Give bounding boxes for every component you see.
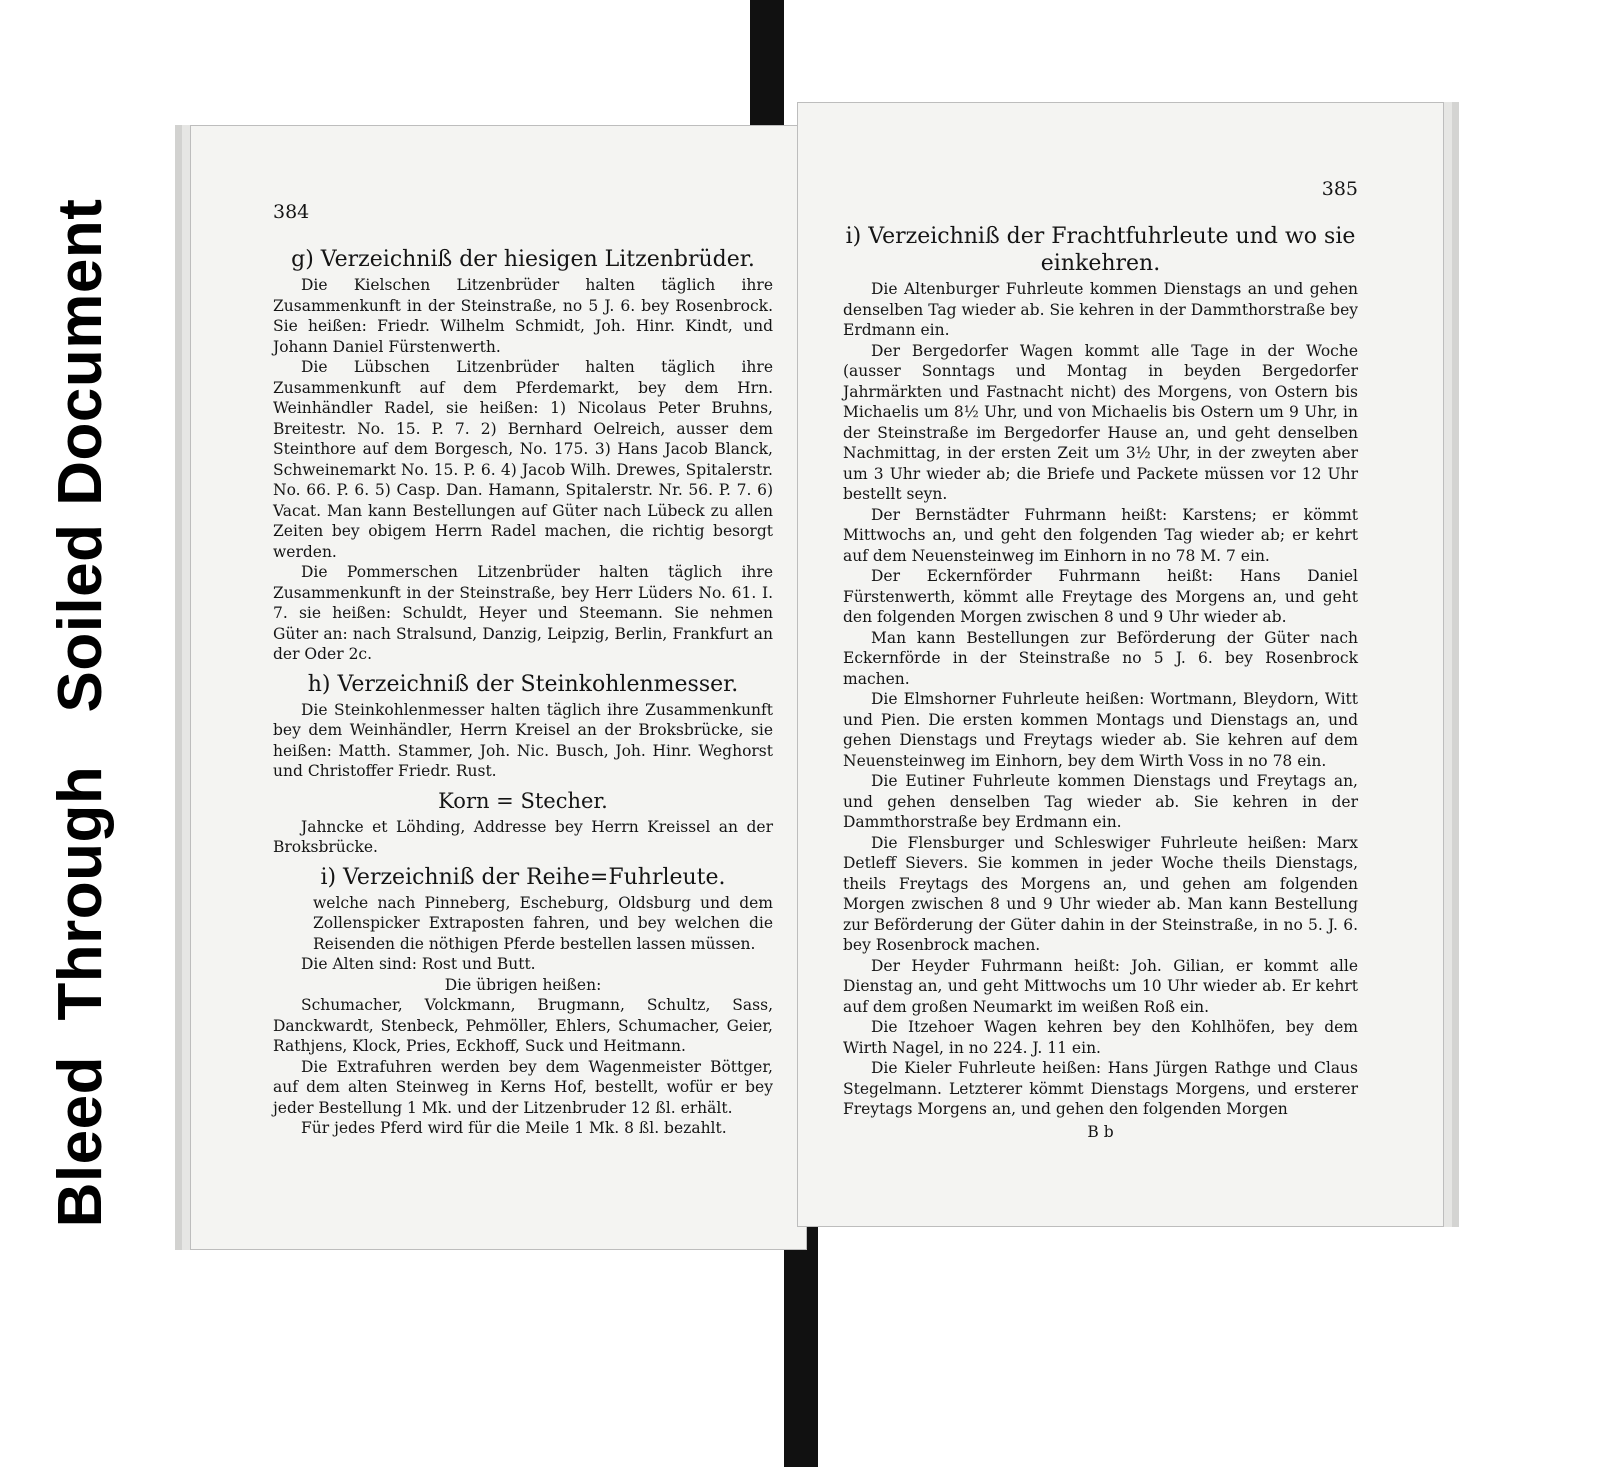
i-names-list: Schumacher, Volckmann, Brugmann, Schultz, Sass, Danckwardt, Stenbeck, Pehmöller, Ehlers, Schumacher, Geier, Rathjens, Klock, Pries, Eckhoff, Suck und Heitmann.	[273, 996, 773, 1055]
binding-strip-top	[750, 0, 784, 142]
section-i-heading-left: i) Verzeichniß der Reihe=Fuhrleute.	[320, 864, 726, 890]
left-page	[190, 125, 807, 1250]
side-label	[25, 113, 135, 1313]
signature-mark: B b	[1087, 1122, 1114, 1141]
right-page	[797, 102, 1444, 1227]
right-paragraph: Die Eutiner Fuhrleute kommen Dienstags und Freytags an, und gehen denselben Tag wieder ab. Sie kehren in der Dammthorstraße bey Erdmann ein.	[843, 772, 1358, 831]
right-paragraph: Der Heyder Fuhrmann heißt: Joh. Gilian, er kommt alle Dienstag an, und geht Mittwochs um 10 Uhr wieder ab. Er kehrt auf dem großen Neumarkt im weißen Roß ein.	[843, 956, 1358, 1016]
page-number-left: 384	[273, 201, 310, 223]
right-paragraph: Die Itzehoer Wagen kehren bey den Kohlhöfen, bey dem Wirth Nagel, in no 224. J. 11 ein.	[843, 1018, 1358, 1057]
i-uebrigen-heading: Die übrigen heißen:	[444, 975, 602, 994]
i-extrafuhren-paragraph: Die Extrafuhren werden bey dem Wagenmeister Böttger, auf dem alten Steinweg in Kerns Hof, bestellt, wofür er bey jeder Bestellung 1 Mk. und der Litzenbruder 12 ßl. erhält.	[273, 1057, 773, 1117]
g-paragraph-3: Die Pommerschen Litzenbrüder halten täglich ihre Zusammenkunft in der Steinstraße, bey Herr Lüders No. 61. I. 7. sie heißen: Schuldt, Heyer und Steemann. Sie nehmen Güter an: nach Stralsund, Danzig, Leipzig, Berlin, Frankfurt an der Oder 2c.	[273, 563, 773, 663]
korn-paragraph: Jahncke et Löhding, Addresse bey Herrn Kreissel an der Broksbrücke.	[273, 817, 773, 856]
section-h-heading: h) Verzeichniß der Steinkohlenmesser.	[307, 671, 739, 697]
korn-stecher-heading: Korn = Stecher.	[438, 788, 608, 813]
right-paragraph: Der Eckernförder Fuhrmann heißt: Hans Daniel Fürstenwerth, kömmt alle Freytage des Morgens an, und geht den folgenden Morgen zwischen 8 und 9 Uhr wieder ab.	[843, 567, 1358, 626]
side-label-text: Bleed Through Soiled Document	[45, 198, 115, 1228]
g-paragraph-1: Die Kielschen Litzenbrüder halten täglich ihre Zusammenkunft in der Steinstraße, no 5 J. 6. bey Rosenbrock. Sie heißen: Friedr. Wilhelm Schmidt, Joh. Hinr. Kindt, und Johann Daniel Fürstenwerth.	[273, 276, 773, 356]
section-i-heading-right: i) Verzeichniß der Frachtfuhrleute und wo sie einkehren.	[845, 224, 1356, 276]
g-paragraph-2: Die Lübschen Litzenbrüder halten täglich ihre Zusammenkunft auf dem Pferdemarkt, bey dem Hrn. Weinhändler Radel, sie heißen: 1) Nicolaus Peter Bruhns, Breitestr. No. 15. P. 7. 2) Bernhard Oelreich, ausser dem Steinthore auf dem Borgesch, No. 175. 3) Hans Jacob Blanck, Schweinemarkt No. 15. P. 6. 4) Jacob Wilh. Drewes, Spitalerstr. No. 66. P. 6. 5) Casp. Dan. Hamann, Spitalerstr. Nr. 56. P. 7. 6) Vacat. Man kann Bestellungen auf Güter nach Lübeck zu allen Zeiten bey obigem Herrn Radel machen, die richtig besorgt werden.	[273, 358, 773, 561]
section-g-heading: g) Verzeichniß der hiesigen Litzenbrüder.	[291, 247, 755, 272]
page-number-right: 385	[1321, 178, 1358, 200]
right-paragraph: Der Bergedorfer Wagen kommt alle Tage in der Woche (ausser Sonntags und Montag in beyden Bergedorfer Jahrmärkten und Fastnacht nicht) des Morgens, von Ostern bis Michaelis um 8½ Uhr, und von Michaelis bis Ostern um 9 Uhr, in der Steinstraße im Bergedorfer Hause an, und geht denselben Nachmittag, in der ersten Zeit um 3½ Uhr, in der zweyten aber um 3 Uhr wieder ab; die Briefe und Packete müssen vor 12 Uhr bestellt seyn.	[843, 341, 1358, 503]
right-paragraph: Die Flensburger und Schleswiger Fuhrleute heißen: Marx Detleff Sievers. Sie kommen in jeder Woche theils Dienstags, theils Freytags des Morgens an, und gehen am folgenden Morgen zwischen 8 und 9 Uhr wieder ab. Man kann Bestellung zur Beförderung der Güter dahin in der Steinstraße, in no 5. J. 6. bey Rosenbrock machen.	[843, 833, 1358, 954]
right-paragraph: Die Kieler Fuhrleute heißen: Hans Jürgen Rathge und Claus Stegelmann. Letzterer kömmt Dienstags Morgens, und ersterer Freytags Morgens an, und gehen den folgenden Morgen	[843, 1059, 1358, 1118]
i-pferd-paragraph: Für jedes Pferd wird für die Meile 1 Mk. 8 ßl. bezahlt.	[301, 1119, 727, 1137]
left-page-content	[273, 126, 773, 1139]
i-alten: Die Alten sind: Rost und Butt.	[301, 955, 536, 973]
right-paragraph: Man kann Bestellungen zur Beförderung der Güter nach Eckernförde in der Steinstraße no 5 J. 6. bey Rosenbrock machen.	[843, 628, 1358, 688]
h-paragraph-1: Die Steinkohlenmesser halten täglich ihre Zusammenkunft bey dem Weinhändler, Herrn Kreisel an der Broksbrücke, sie heißen: Matth. Stammer, Joh. Nic. Busch, Joh. Hinr. Weghorst und Christoffer Friedr. Rust.	[273, 700, 773, 780]
i-intro: welche nach Pinneberg, Escheburg, Oldsburg und dem Zollenspicker Extraposten fahren, und bey welchen die Reisenden die nöthigen Pferde bestellen lassen müssen.	[313, 893, 773, 953]
right-paragraph: Die Elmshorner Fuhrleute heißen: Wortmann, Bleydorn, Witt und Pien. Die ersten kommen Montags und Dienstags an, und gehen Dienstags und Freytags wieder ab. Sie kehren auf dem Neuensteinweg im Einhorn, bey dem Wirth Voss in no 78 ein.	[843, 690, 1358, 770]
right-paragraph: Der Bernstädter Fuhrmann heißt: Karstens; er kömmt Mittwochs an, und geht den folgenden Tag wieder ab; er kehrt auf dem Neuensteinweg im Einhorn in no 78 M. 7 ein.	[843, 505, 1358, 565]
right-page-content	[843, 103, 1358, 1142]
right-paragraph: Die Altenburger Fuhrleute kommen Dienstags an und gehen denselben Tag wieder ab. Sie kehren in der Dammthorstraße bey Erdmann ein.	[843, 280, 1358, 339]
